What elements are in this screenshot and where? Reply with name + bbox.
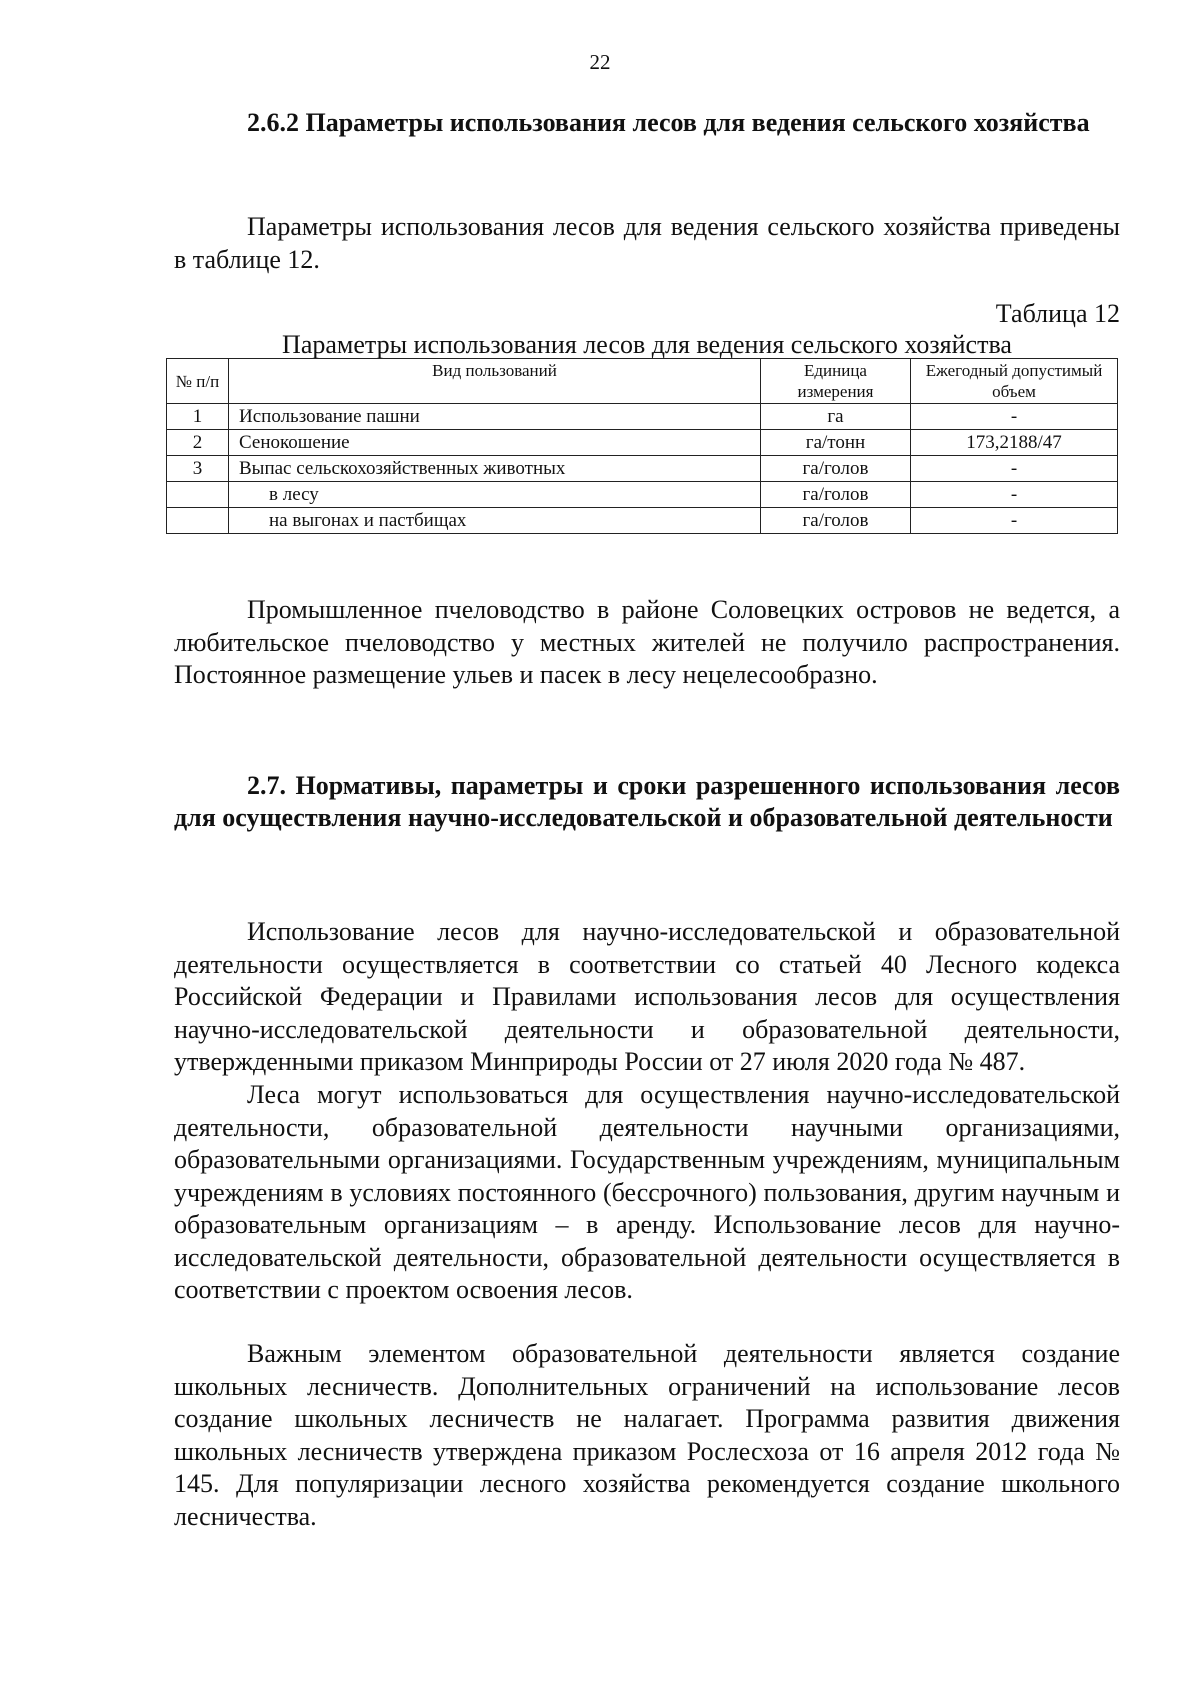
school-forestry-paragraph: Важным элементом образовательной деятельности является создание школьных лесничеств. Дополнительных ограничений на использование лесов создание школьных лесничеств не налагает. Программа развития движения школьных лесничеств утверждена приказом Рослесхоза от 16 апреля 2012 года № 145. Для популяризации лесного хозяйства рекомендуется создание школьного лесничества. bbox=[174, 1339, 1120, 1531]
header-num: № п/п bbox=[167, 359, 229, 404]
row-num bbox=[167, 482, 229, 508]
row-volume: 173,2188/47 bbox=[911, 430, 1118, 456]
row-num: 3 bbox=[167, 456, 229, 482]
table-row bbox=[167, 430, 1118, 456]
page-number: 22 bbox=[589, 50, 611, 74]
table-label: Таблица 12 bbox=[995, 299, 1120, 328]
table-row bbox=[167, 508, 1118, 534]
row-volume: - bbox=[911, 482, 1118, 508]
row-unit: га/тонн bbox=[761, 430, 911, 456]
table-caption: Параметры использования лесов для ведения сельского хозяйства bbox=[282, 330, 1012, 359]
row-name: Выпас сельскохозяйственных животных bbox=[229, 456, 761, 482]
row-num bbox=[167, 508, 229, 534]
table-row bbox=[167, 456, 1118, 482]
row-num: 2 bbox=[167, 430, 229, 456]
table-row bbox=[167, 482, 1118, 508]
row-unit: га/голов bbox=[761, 482, 911, 508]
row-volume: - bbox=[911, 404, 1118, 430]
research-paragraph-1: Использование лесов для научно-исследовательской и образовательной деятельности осуществляется в соответствии со статьей 40 Лесного кодекса Российской Федерации и Правилами использования лесов для осуществления научно-исследовательской деятельности и образовательной деятельности, утвержденными приказом Минприроды России от 27 июля 2020 года № 487. bbox=[174, 917, 1120, 1076]
table-row bbox=[167, 404, 1118, 430]
section-heading-2-6-2: 2.6.2 Параметры использования лесов для ведения сельского хозяйства bbox=[247, 108, 1090, 137]
row-volume: - bbox=[911, 508, 1118, 534]
intro-paragraph: Параметры использования лесов для ведения сельского хозяйства приведены в таблице 12. bbox=[174, 212, 1120, 274]
row-name: Использование пашни bbox=[229, 404, 761, 430]
row-volume: - bbox=[911, 456, 1118, 482]
table-header-row bbox=[167, 359, 1118, 404]
row-unit: га bbox=[761, 404, 911, 430]
beekeeping-paragraph: Промышленное пчеловодство в районе Соловецких островов не ведется, а любительское пчеловодство у местных жителей не получило распространения. Постоянное размещение ульев и пасек в лесу нецелесообразно. bbox=[174, 595, 1120, 689]
agriculture-usage-table bbox=[166, 358, 1118, 534]
row-name: на выгонах и пастбищах bbox=[229, 508, 761, 534]
row-name: Сенокошение bbox=[229, 430, 761, 456]
header-unit: Единица измерения bbox=[761, 359, 911, 404]
header-type: Вид пользований bbox=[229, 359, 761, 404]
section-heading-2-7: 2.7. Нормативы, параметры и сроки разрешенного использования лесов для осуществления научно-исследовательской и образовательной деятельности bbox=[174, 771, 1120, 832]
row-num: 1 bbox=[167, 404, 229, 430]
row-unit: га/голов bbox=[761, 456, 911, 482]
research-paragraph-2: Леса могут использоваться для осуществления научно-исследовательской деятельности, образовательной деятельности научными организациями, образовательными организациями. Государственным учреждениям, муниципальным учреждениям в условиях постоянного (бессрочного) пользования, другим научным и образовательным организациям – в аренду. Использование лесов для научно-исследовательской деятельности, образовательной деятельности осуществляется в соответствии с проектом освоения лесов. bbox=[174, 1080, 1120, 1304]
header-volume: Ежегодный допустимый объем bbox=[911, 359, 1118, 404]
row-unit: га/голов bbox=[761, 508, 911, 534]
row-name: в лесу bbox=[229, 482, 761, 508]
